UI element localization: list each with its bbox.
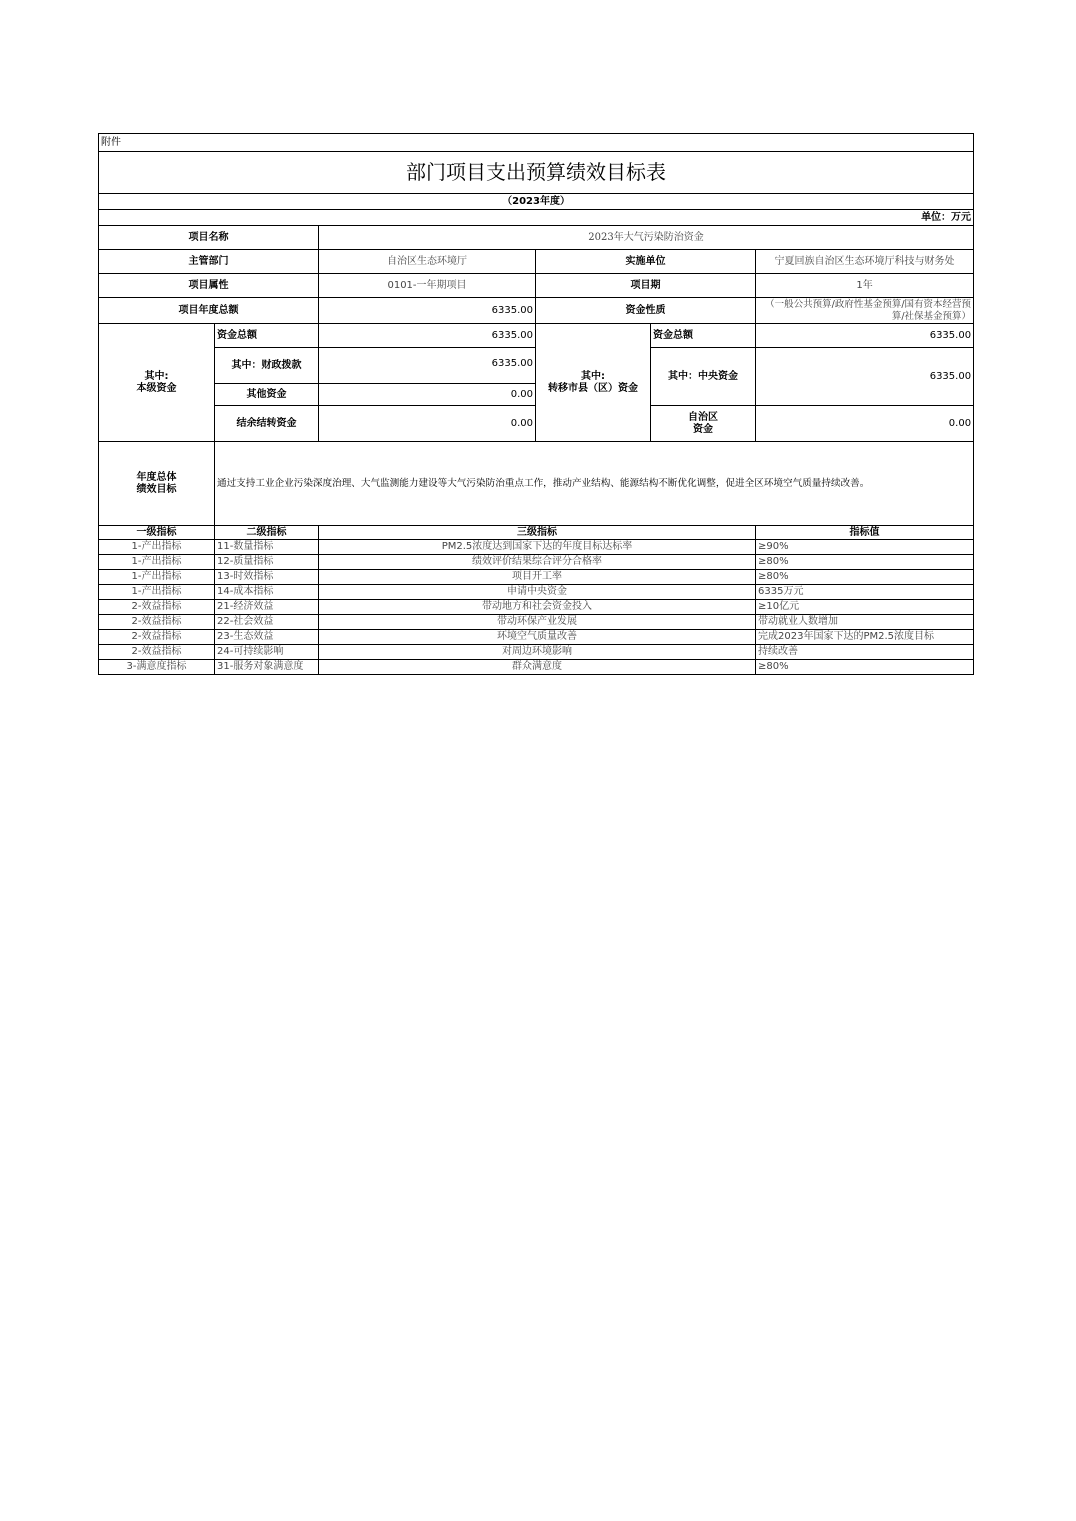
central-label: 其中：中央资金 [651, 348, 756, 406]
level1-indicator: 1-产出指标 [99, 570, 215, 585]
table-row [99, 585, 974, 600]
indicator-value: ≥90% [756, 540, 974, 555]
indicator-value: 持续改善 [756, 645, 974, 660]
attr-label: 项目属性 [99, 274, 319, 298]
level2-indicator: 22-社会效益 [215, 615, 319, 630]
annual-total-label: 项目年度总额 [99, 298, 319, 324]
indicator-header-row [99, 526, 974, 540]
indicator-value: 6335万元 [756, 585, 974, 600]
indicator-value: ≥10亿元 [756, 600, 974, 615]
fund-nature-value: （一般公共预算/政府性基金预算/国有资本经营预算/社保基金预算） [756, 298, 974, 324]
total-funds-left-value: 6335.00 [319, 324, 536, 348]
indicator-value: ≥80% [756, 570, 974, 585]
level2-indicator: 24-可持续影响 [215, 645, 319, 660]
indicator-header: 一级指标 [99, 526, 215, 540]
indicator-value: ≥80% [756, 555, 974, 570]
table-row [99, 645, 974, 660]
level2-indicator: 23-生态效益 [215, 630, 319, 645]
indicator-table [98, 525, 974, 675]
level3-indicator: 申请中央资金 [319, 585, 756, 600]
table-row [99, 540, 974, 555]
unit-label: 单位：万元 [99, 210, 974, 226]
total-funds-right-label: 资金总额 [651, 324, 756, 348]
table-row [99, 630, 974, 645]
impl-unit-label: 实施单位 [536, 250, 756, 274]
level2-indicator: 13-时效指标 [215, 570, 319, 585]
level2-indicator: 21-经济效益 [215, 600, 319, 615]
level1-indicator: 2-效益指标 [99, 600, 215, 615]
other-funds-label: 其他资金 [215, 384, 319, 406]
table-row [99, 555, 974, 570]
level1-indicator: 2-效益指标 [99, 630, 215, 645]
project-name-value: 2023年大气污染防治资金 [319, 226, 974, 250]
level1-indicator: 2-效益指标 [99, 615, 215, 630]
table-row [99, 600, 974, 615]
region-funds-value: 0.00 [756, 406, 974, 442]
fiscal-value: 6335.00 [319, 348, 536, 384]
level3-indicator: 带动地方和社会资金投入 [319, 600, 756, 615]
carryover-value: 0.00 [319, 406, 536, 442]
carryover-label: 结余结转资金 [215, 406, 319, 442]
level3-indicator: 对周边环境影响 [319, 645, 756, 660]
local-funds-label: 其中: 本级资金 [99, 324, 215, 442]
indicator-value: 带动就业人数增加 [756, 615, 974, 630]
level2-indicator: 14-成本指标 [215, 585, 319, 600]
indicator-value: 完成2023年国家下达的PM2.5浓度目标 [756, 630, 974, 645]
table-row [99, 615, 974, 630]
level3-indicator: 群众满意度 [319, 660, 756, 675]
level2-indicator: 12-质量指标 [215, 555, 319, 570]
level1-indicator: 1-产出指标 [99, 540, 215, 555]
impl-unit-value: 宁夏回族自治区生态环境厅科技与财务处 [756, 250, 974, 274]
central-value: 6335.00 [756, 348, 974, 406]
total-funds-left-label: 资金总额 [215, 324, 319, 348]
period-label: 项目期 [536, 274, 756, 298]
fund-nature-label: 资金性质 [536, 298, 756, 324]
annual-total-value: 6335.00 [319, 298, 536, 324]
attr-value: 0101-一年期项目 [319, 274, 536, 298]
level1-indicator: 2-效益指标 [99, 645, 215, 660]
period-value: 1年 [756, 274, 974, 298]
level3-indicator: 环境空气质量改善 [319, 630, 756, 645]
table-row [99, 660, 974, 675]
level2-indicator: 11-数量指标 [215, 540, 319, 555]
attachment-label: 附件 [99, 134, 974, 152]
total-funds-right-value: 6335.00 [756, 324, 974, 348]
indicator-value: ≥80% [756, 660, 974, 675]
level3-indicator: 绩效评价结果综合评分合格率 [319, 555, 756, 570]
level3-indicator: PM2.5浓度达到国家下达的年度目标达标率 [319, 540, 756, 555]
level3-indicator: 带动环保产业发展 [319, 615, 756, 630]
annual-goal-label: 年度总体 绩效目标 [99, 442, 215, 526]
year-label: （2023年度） [99, 194, 974, 210]
indicator-header: 二级指标 [215, 526, 319, 540]
level1-indicator: 1-产出指标 [99, 585, 215, 600]
transfer-funds-label: 其中: 转移市县（区）资金 [536, 324, 651, 442]
page-title: 部门项目支出预算绩效目标表 [99, 152, 974, 194]
annual-goal-value: 通过支持工业企业污染深度治理、大气监测能力建设等大气污染防治重点工作，推动产业结构、能源结构不断优化调整，促进全区环境空气质量持续改善。 [215, 442, 974, 526]
indicator-header: 指标值 [756, 526, 974, 540]
fiscal-label: 其中：财政拨款 [215, 348, 319, 384]
project-name-label: 项目名称 [99, 226, 319, 250]
level1-indicator: 3-满意度指标 [99, 660, 215, 675]
main-table [98, 133, 974, 526]
dept-value: 自治区生态环境厅 [319, 250, 536, 274]
table-row [99, 570, 974, 585]
region-funds-label: 自治区 资金 [651, 406, 756, 442]
budget-performance-sheet [98, 133, 973, 675]
dept-label: 主管部门 [99, 250, 319, 274]
level2-indicator: 31-服务对象满意度 [215, 660, 319, 675]
other-funds-value: 0.00 [319, 384, 536, 406]
indicator-body [99, 540, 974, 675]
level3-indicator: 项目开工率 [319, 570, 756, 585]
indicator-header: 三级指标 [319, 526, 756, 540]
level1-indicator: 1-产出指标 [99, 555, 215, 570]
